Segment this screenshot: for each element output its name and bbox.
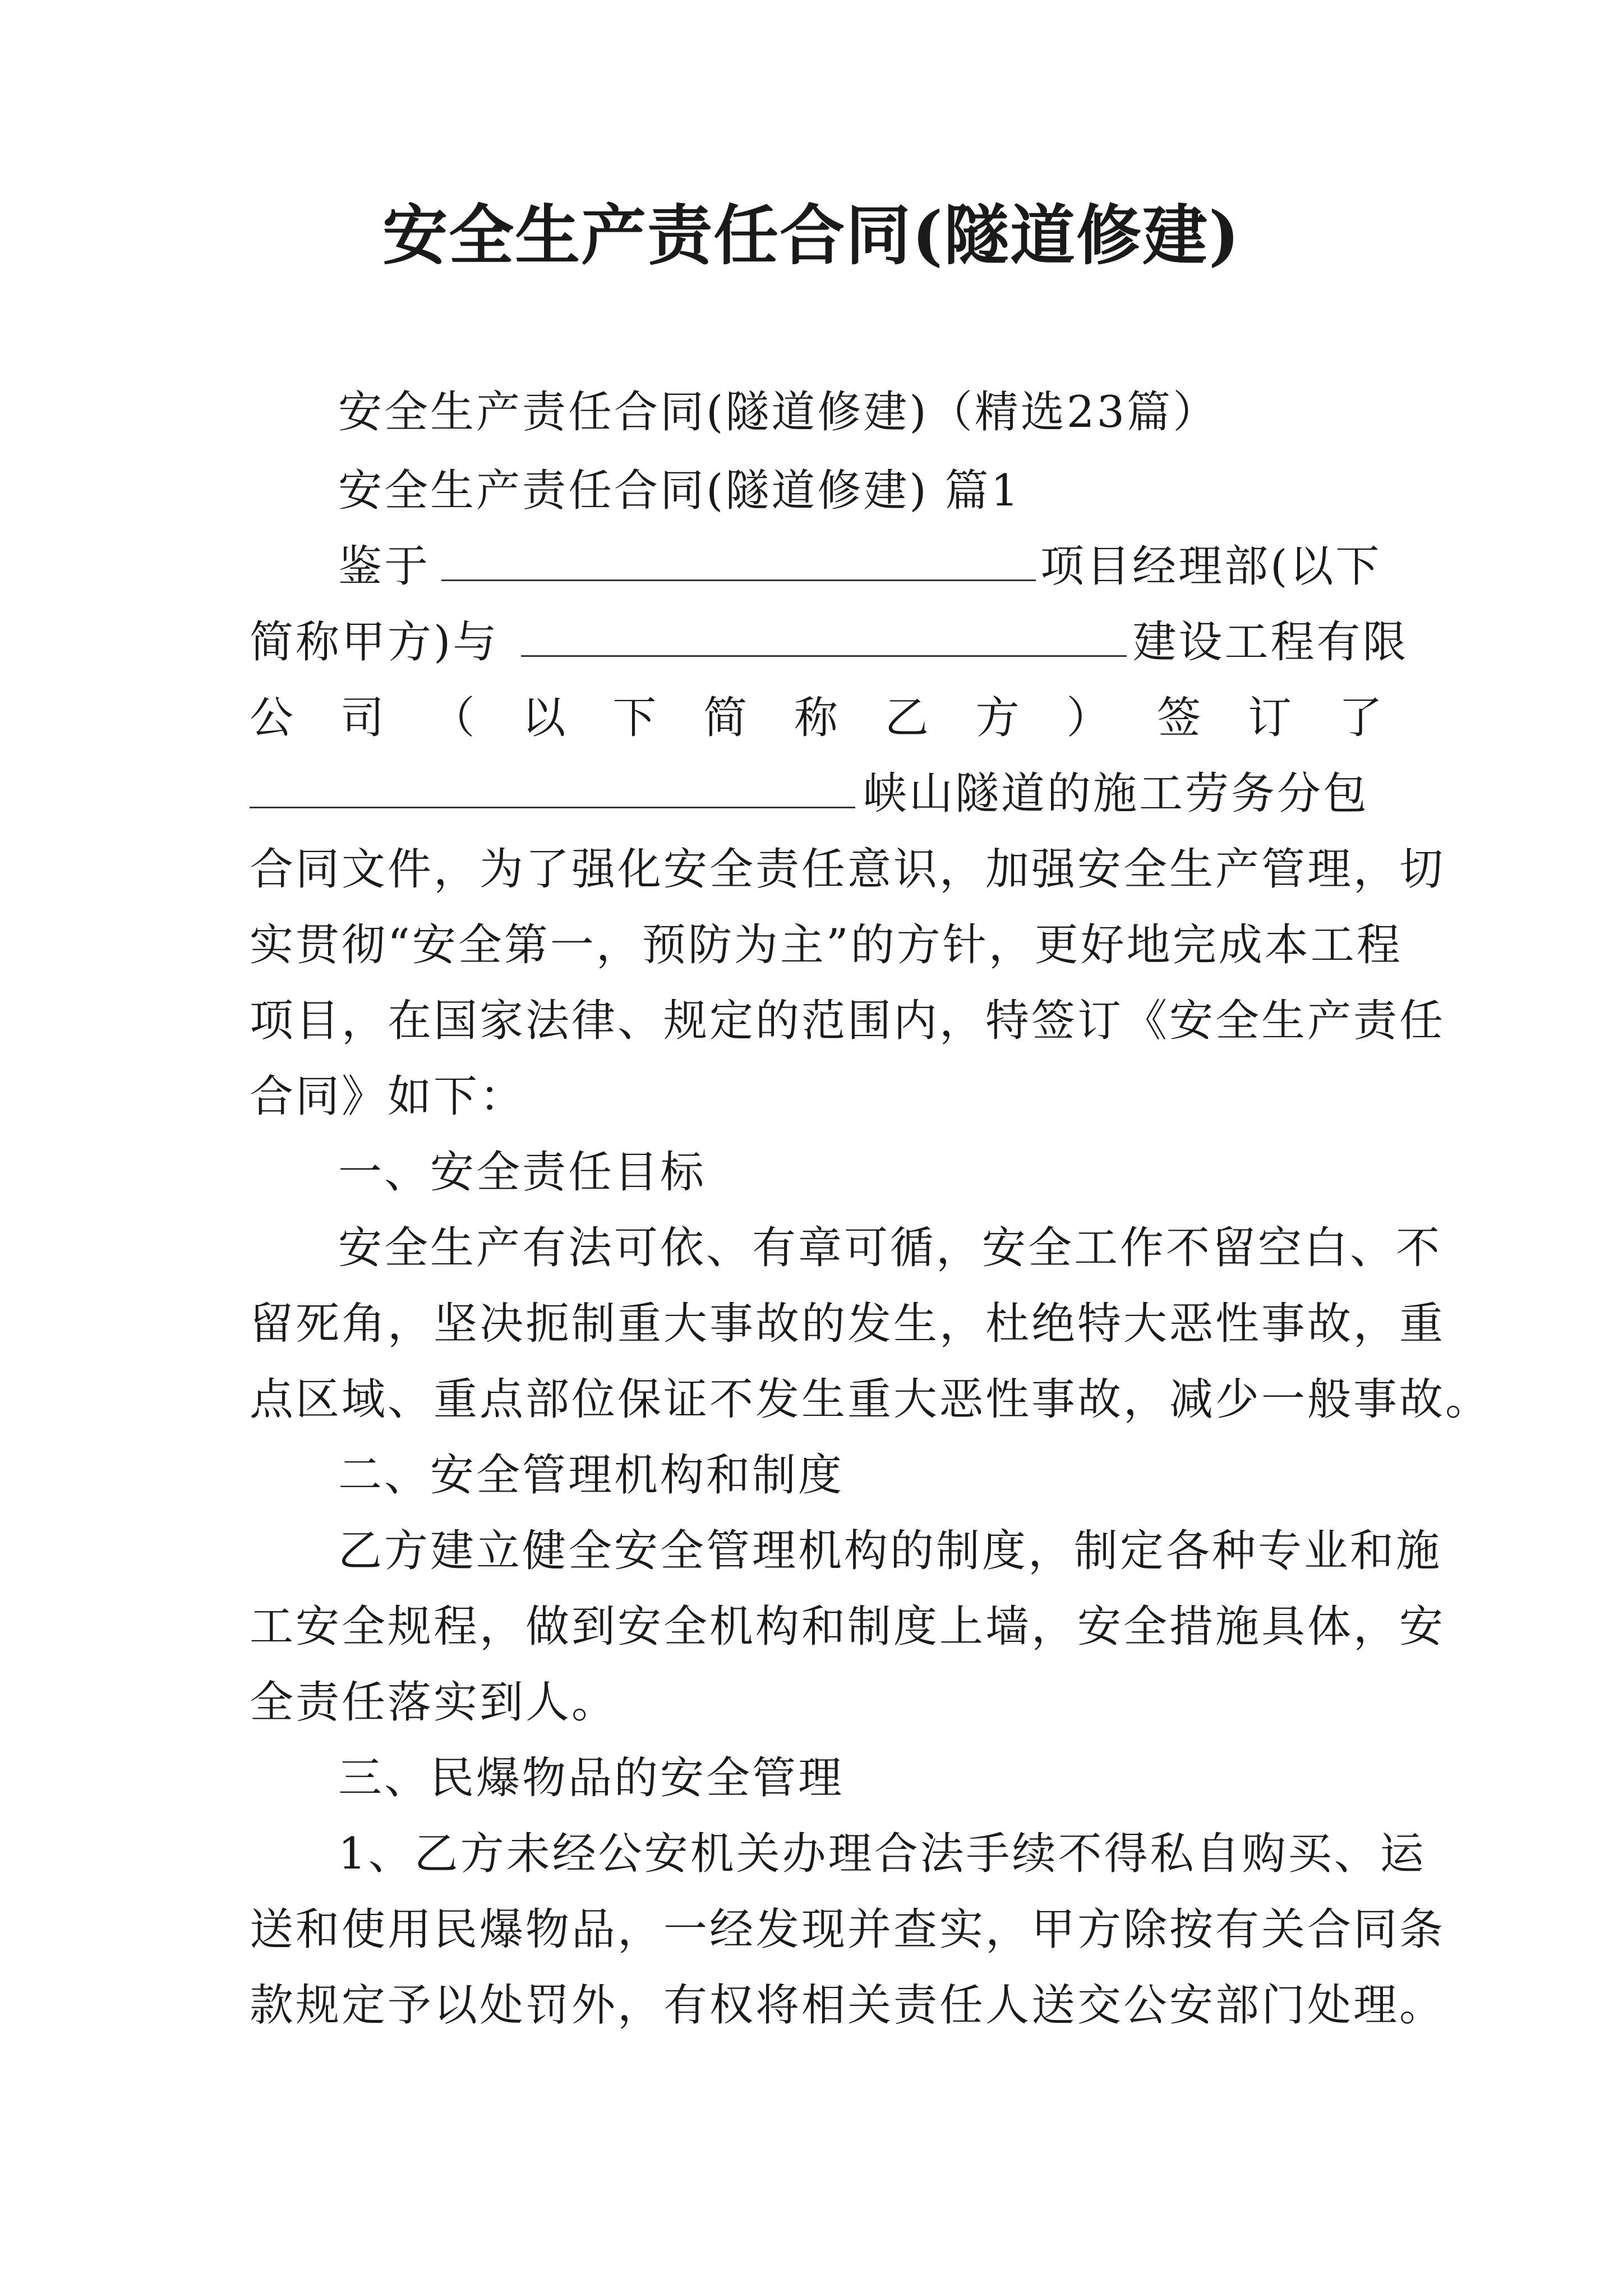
char: （ <box>431 693 475 743</box>
paragraph-line <box>250 600 1409 684</box>
char: 签 <box>1157 693 1201 743</box>
paragraph-line <box>250 752 1382 836</box>
section-heading: 三、民爆物品的安全管理 <box>338 1753 845 1803</box>
paragraph-line: 1、乙方未经公安机关办理合法手续不得私自购买、运 <box>338 1829 1426 1879</box>
fill-in-blank <box>441 536 1036 581</box>
char: 方 <box>975 693 1020 743</box>
paragraph-line: 送和使用民爆物品，一经发现并查实，甲方除按有关合同条 <box>250 1904 1446 1955</box>
paragraph-line: 合同》如下： <box>250 1071 526 1122</box>
fill-in-blank <box>521 611 1127 657</box>
fill-in-blank <box>250 763 855 808</box>
text-segment: 项目经理部(以下 <box>1040 541 1382 592</box>
section-heading: 二、安全管理机构和制度 <box>338 1450 845 1501</box>
char: 简 <box>703 693 748 743</box>
char: 以 <box>522 693 566 743</box>
text-segment: 峡山隧道的施工劳务分包 <box>863 769 1370 819</box>
paragraph-line: 安全生产有法可依、有章可循，安全工作不留空白、不 <box>338 1223 1442 1273</box>
paragraph-line <box>250 524 1471 609</box>
char: 订 <box>1248 693 1292 743</box>
char: ） <box>1066 693 1110 743</box>
char: 乙 <box>884 693 929 743</box>
section-heading: 一、安全责任目标 <box>338 1147 707 1198</box>
char: 下 <box>612 693 657 743</box>
paragraph-line: 乙方建立健全安全管理机构的制度，制定各种专业和施 <box>338 1526 1442 1576</box>
document-title: 安全生产责任合同(隧道修建) <box>382 197 1241 274</box>
paragraph-line: 合同文件，为了强化安全责任意识，加强安全生产管理，切 <box>250 844 1446 895</box>
char: 称 <box>794 693 838 743</box>
char: 了 <box>1338 693 1382 743</box>
paragraph-line-spaced <box>250 676 1382 760</box>
char: 司 <box>340 693 384 743</box>
paragraph-line: 款规定予以处罚外，有权将相关责任人送交公安部门处理。 <box>250 1980 1446 2031</box>
paragraph-line: 项目，在国家法律、规定的范围内，特签订《安全生产责任 <box>250 996 1446 1046</box>
subtitle: 安全生产责任合同(隧道修建)（精选23篇） <box>338 387 1219 438</box>
text-segment: 鉴于 <box>338 541 431 592</box>
text-segment: 简称甲方)与 <box>250 617 499 668</box>
paragraph-line: 工安全规程，做到安全机构和制度上墙，安全措施具体，安 <box>250 1602 1446 1652</box>
paragraph-line: 点区域、重点部位保证不发生重大恶性事故，减少一般事故。 <box>250 1374 1492 1425</box>
paragraph-line: 实贯彻“安全第一，预防为主”的方针，更好地完成本工程 <box>250 920 1403 970</box>
char: 公 <box>250 693 294 743</box>
paragraph-line: 全责任落实到人。 <box>250 1677 618 1728</box>
chapter-heading: 安全生产责任合同(隧道修建) 篇1 <box>338 466 1021 516</box>
text-segment: 建设工程有限 <box>1132 617 1409 668</box>
paragraph-line: 留死角，坚决扼制重大事故的发生，杜绝特大恶性事故，重 <box>250 1299 1446 1349</box>
